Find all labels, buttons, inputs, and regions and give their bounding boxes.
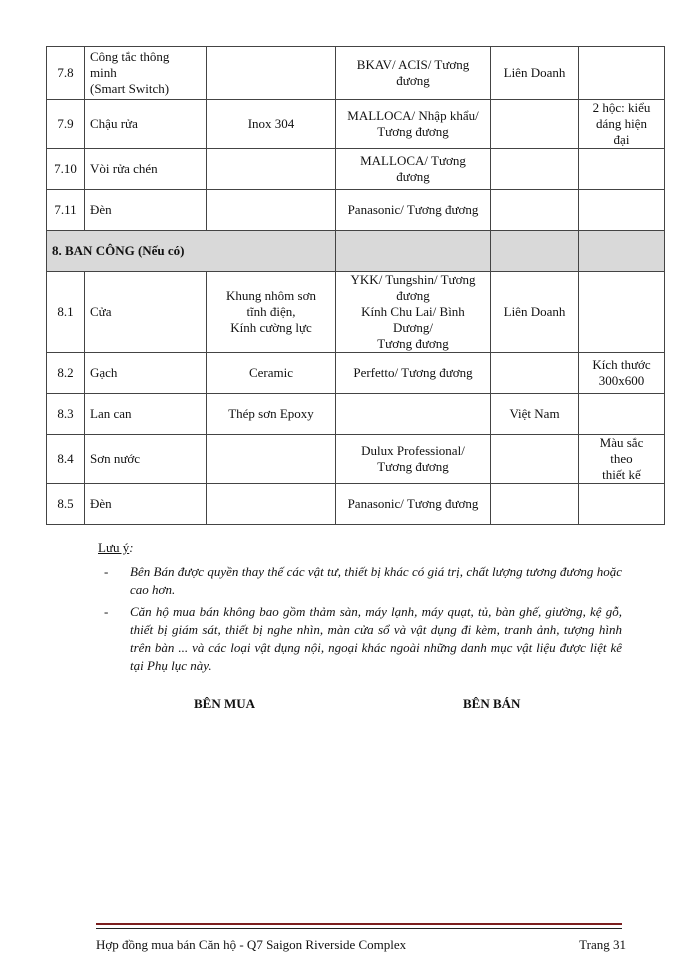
note bbox=[579, 484, 665, 525]
brand: Perfetto/ Tương đương bbox=[336, 353, 491, 394]
brand: Dulux Professional/ Tương đương bbox=[336, 435, 491, 484]
note bbox=[579, 149, 665, 190]
item-name: Chậu rửa bbox=[85, 100, 207, 149]
buyer-signature-label: BÊN MUA bbox=[194, 696, 256, 711]
table-row bbox=[47, 272, 665, 353]
page-footer bbox=[96, 937, 626, 953]
table-row bbox=[47, 353, 665, 394]
note bbox=[579, 190, 665, 231]
section-header-row bbox=[47, 231, 665, 272]
material: Ceramic bbox=[207, 353, 336, 394]
bullet-dash: - bbox=[104, 564, 109, 579]
brand bbox=[336, 394, 491, 435]
note bbox=[579, 272, 665, 353]
origin bbox=[491, 190, 579, 231]
material bbox=[207, 190, 336, 231]
footer-title: Hợp đồng mua bán Căn hộ - Q7 Saigon Riverside Complex bbox=[96, 937, 407, 952]
bullet-dash: - bbox=[104, 604, 109, 619]
brand: YKK/ Tungshin/ Tương đương Kính Chu Lai/ Bình Dương/ Tương đương bbox=[336, 272, 491, 353]
note: Màu sắc theo thiết kế bbox=[579, 435, 665, 484]
item-name: Vòi rửa chén bbox=[85, 149, 207, 190]
page-number: Trang 31 bbox=[579, 937, 626, 952]
brand: MALLOCA/ Tương đương bbox=[336, 149, 491, 190]
materials-table bbox=[46, 46, 665, 525]
row-number: 7.9 bbox=[47, 100, 85, 149]
origin bbox=[491, 435, 579, 484]
material bbox=[207, 484, 336, 525]
item-name: Công tắc thông minh (Smart Switch) bbox=[85, 47, 207, 100]
table-row bbox=[47, 484, 665, 525]
material bbox=[207, 435, 336, 484]
brand: BKAV/ ACIS/ Tương đương bbox=[336, 47, 491, 100]
row-number: 8.2 bbox=[47, 353, 85, 394]
brand: MALLOCA/ Nhập khẩu/ Tương đương bbox=[336, 100, 491, 149]
row-number: 7.10 bbox=[47, 149, 85, 190]
brand: Panasonic/ Tương đương bbox=[336, 190, 491, 231]
origin: Liên Doanh bbox=[491, 47, 579, 100]
list-item bbox=[104, 603, 622, 675]
row-number: 8.1 bbox=[47, 272, 85, 353]
table-row bbox=[47, 100, 665, 149]
row-number: 7.8 bbox=[47, 47, 85, 100]
origin bbox=[491, 149, 579, 190]
item-name: Đèn bbox=[85, 484, 207, 525]
footer-divider bbox=[96, 923, 622, 925]
notes-list bbox=[104, 563, 622, 679]
material bbox=[207, 47, 336, 100]
item-name: Gạch bbox=[85, 353, 207, 394]
material: Inox 304 bbox=[207, 100, 336, 149]
item-name: Đèn bbox=[85, 190, 207, 231]
list-item bbox=[104, 563, 622, 599]
note bbox=[579, 47, 665, 100]
origin bbox=[491, 100, 579, 149]
notes-heading: Lưu ý: bbox=[98, 540, 134, 555]
origin: Liên Doanh bbox=[491, 272, 579, 353]
origin bbox=[491, 353, 579, 394]
row-number: 8.3 bbox=[47, 394, 85, 435]
table-row bbox=[47, 47, 665, 100]
note: Kích thước 300x600 bbox=[579, 353, 665, 394]
note: 2 hộc: kiểu dáng hiện đại bbox=[579, 100, 665, 149]
material: Thép sơn Epoxy bbox=[207, 394, 336, 435]
table-row bbox=[47, 394, 665, 435]
material: Khung nhôm sơn tĩnh điện, Kính cường lực bbox=[207, 272, 336, 353]
table-row bbox=[47, 190, 665, 231]
note-text: Căn hộ mua bán không bao gồm thảm sàn, máy lạnh, máy quạt, tủ, bàn ghế, giường, kệ gỗ, thiết bị giám sát, thiết bị nghe nhìn, màn cửa sổ và vật dụng đi kèm, tranh ảnh, tượng hình trên bàn ... và các loại vật dụng nội, ngoại khác ngoài những danh mục vật liệu được liệt kê tại Phụ lục này. bbox=[130, 604, 622, 673]
note-text: Bên Bán được quyền thay thế các vật tư, thiết bị khác có giá trị, chất lượng tương đương hoặc cao hơn. bbox=[130, 564, 622, 597]
section-title: 8. BAN CÔNG (Nếu có) bbox=[47, 231, 336, 272]
note bbox=[579, 394, 665, 435]
row-number: 7.11 bbox=[47, 190, 85, 231]
item-name: Sơn nước bbox=[85, 435, 207, 484]
origin bbox=[491, 484, 579, 525]
material bbox=[207, 149, 336, 190]
item-name: Cửa bbox=[85, 272, 207, 353]
footer-divider-thin bbox=[96, 928, 622, 929]
table-row bbox=[47, 149, 665, 190]
row-number: 8.5 bbox=[47, 484, 85, 525]
seller-signature-label: BÊN BÁN bbox=[463, 696, 521, 711]
origin: Việt Nam bbox=[491, 394, 579, 435]
item-name: Lan can bbox=[85, 394, 207, 435]
brand: Panasonic/ Tương đương bbox=[336, 484, 491, 525]
row-number: 8.4 bbox=[47, 435, 85, 484]
table-row bbox=[47, 435, 665, 484]
